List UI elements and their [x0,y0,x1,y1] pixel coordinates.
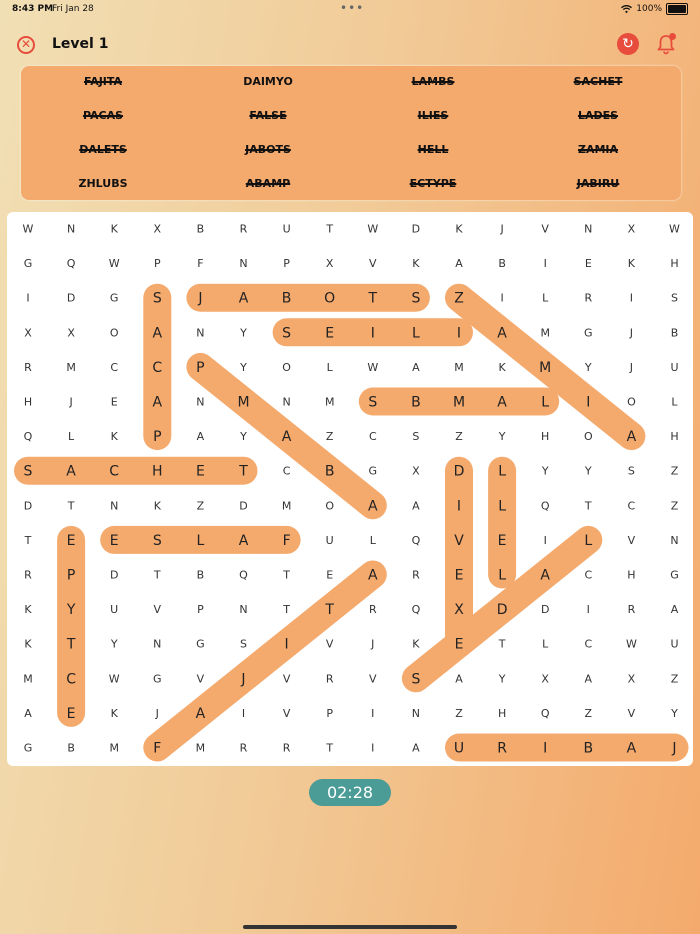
grid-cell[interactable]: M [195,741,206,755]
grid-cell[interactable]: E [454,567,464,584]
grid-cell[interactable]: S [23,463,33,480]
grid-cell[interactable]: O [282,360,291,374]
grid-cell[interactable]: Y [584,360,592,374]
grid-cell[interactable]: R [368,603,377,617]
grid-cell[interactable]: Y [541,464,549,478]
grid-cell[interactable]: I [370,325,375,342]
status-right [621,3,688,15]
grid-cell[interactable]: N [196,395,205,409]
grid-cell[interactable]: E [454,636,464,653]
grid-cell[interactable]: T [66,636,76,653]
grid-cell[interactable]: D [453,463,465,480]
grid-cell[interactable]: I [500,291,504,305]
grid-cell[interactable]: R [412,568,420,582]
grid-cell[interactable]: P [196,359,205,376]
grid-cell[interactable]: V [541,222,549,236]
grid-cell[interactable]: V [627,533,636,547]
grid-cell[interactable]: I [26,291,30,305]
grid-cell[interactable]: E [325,325,335,342]
grid-cell[interactable]: B [411,394,421,411]
grid-cell[interactable]: I [543,257,547,271]
page-title: Level 1 [52,36,109,52]
grid-cell[interactable]: Q [540,706,550,720]
grid-cell[interactable]: A [670,603,679,617]
grid-cell[interactable]: A [412,360,420,374]
word-item: ECTYPE [409,177,457,190]
grid-cell[interactable]: D [496,602,508,619]
grid-cell[interactable]: B [670,326,679,340]
grid-cell[interactable]: O [627,395,636,409]
grid-cell[interactable]: Y [240,326,247,340]
grid-cell[interactable]: C [109,463,120,480]
grid-cell[interactable]: O [583,430,593,444]
grid-cell[interactable]: X [67,326,75,340]
grid-cell[interactable]: Y [584,464,592,478]
grid-cell[interactable]: E [326,568,334,582]
grid-cell[interactable]: L [584,532,593,549]
grid-cell[interactable]: G [196,637,205,651]
grid-cell[interactable]: A [626,429,637,446]
grid-cell[interactable]: R [24,568,32,582]
grid-cell[interactable]: M [324,395,335,409]
grid-cell[interactable]: Z [670,464,679,478]
grid-cell[interactable]: T [326,222,334,236]
grid-cell[interactable]: N [153,637,162,651]
grid-cell[interactable]: A [497,394,507,411]
word-item: PACAS [82,109,124,122]
grid-cell[interactable]: O [324,290,336,307]
grid-cell[interactable]: F [197,257,204,271]
grid-cell[interactable]: Q [540,499,550,513]
grid-cell[interactable]: B [583,740,594,757]
grid-cell[interactable]: N [411,706,421,720]
grid-cell[interactable]: A [281,429,292,446]
grid-cell[interactable]: A [196,430,205,444]
grid-cell[interactable]: M [281,499,292,513]
grid-cell[interactable]: M [539,359,552,376]
grid-cell[interactable]: A [238,290,249,307]
grid-cell[interactable]: G [109,291,119,305]
grid-cell[interactable]: S [368,394,378,411]
grid-cell[interactable]: K [627,257,636,271]
grid-cell[interactable]: S [282,325,292,342]
grid-cell[interactable]: I [543,533,547,547]
grid-cell[interactable]: R [627,603,636,617]
found-word-highlight [157,575,375,748]
notification-badge [669,33,676,40]
grid-cell[interactable]: Y [240,360,247,374]
grid-cell[interactable]: H [23,395,33,409]
grid-cell[interactable]: C [66,671,76,688]
grid-cell[interactable]: G [153,672,162,686]
battery-percent: 100% [636,4,662,14]
grid-cell[interactable]: Q [23,430,33,444]
grid-cell[interactable]: S [411,671,421,688]
grid-cell[interactable]: N [239,257,248,271]
close-button[interactable]: ✕ [17,36,35,54]
grid-cell[interactable]: K [455,222,463,236]
grid-cell[interactable]: B [324,463,335,480]
grid-cell[interactable]: Y [498,430,506,444]
grid-cell[interactable]: A [412,499,420,513]
grid-cell[interactable]: Q [66,257,76,271]
grid-cell[interactable]: I [371,706,375,720]
grid-cell[interactable]: W [625,637,637,651]
grid-cell[interactable]: E [66,532,76,549]
grid-cell[interactable]: R [24,360,32,374]
grid-cell[interactable]: I [456,325,462,342]
grid-cell[interactable]: U [325,533,334,547]
grid-cell[interactable]: I [586,394,591,411]
grid-cell[interactable]: K [24,603,32,617]
grid-cell[interactable]: L [542,291,549,305]
status-time: 8:43 PM [12,4,54,14]
grid-cell[interactable]: B [196,222,205,236]
grid-cell[interactable]: Y [671,706,678,720]
grid-canvas[interactable] [7,212,693,766]
grid-cell[interactable]: I [241,706,246,720]
grid-cell[interactable]: W [108,257,120,271]
grid-cell[interactable]: Q [411,533,421,547]
grid-cell[interactable]: C [368,430,377,444]
grid-cell[interactable]: V [454,532,464,549]
grid-cell[interactable]: J [69,395,73,409]
timer: 02:28 [309,779,391,806]
grid-cell[interactable]: G [368,464,378,478]
multitasking-dots-icon[interactable]: ••• [340,1,365,15]
grid-cell[interactable]: N [670,533,679,547]
grid-cell[interactable]: U [670,360,679,374]
grid-cell[interactable]: W [22,222,34,236]
grid-cell[interactable]: G [584,326,593,340]
grid-cell[interactable]: A [238,532,249,549]
grid-cell[interactable]: M [237,394,250,411]
grid-cell[interactable]: V [369,257,377,271]
grid-cell[interactable]: Y [66,602,76,619]
grid-cell[interactable]: H [497,706,507,720]
grid-cell[interactable]: E [66,705,76,722]
grid-cell[interactable]: A [584,672,593,686]
status-bar [0,0,700,18]
grid-cell[interactable]: Z [455,430,463,444]
grid-cell[interactable]: X [627,222,636,236]
grid-cell[interactable]: B [67,741,75,755]
grid-cell[interactable]: E [195,463,205,480]
word-item: LAMBS [411,75,455,88]
grid-cell[interactable]: A [455,672,463,686]
grid-cell[interactable]: T [325,602,334,619]
grid-cell[interactable]: K [110,706,118,720]
grid-cell[interactable]: P [283,257,290,271]
grid-cell[interactable]: A [152,394,163,411]
grid-cell[interactable]: I [586,603,590,617]
grid-cell[interactable]: T [239,463,248,480]
battery-icon [666,3,688,15]
grid-cell[interactable]: T [283,568,290,582]
grid-cell[interactable]: X [412,464,420,478]
grid-cell[interactable]: U [282,222,291,236]
grid-cell[interactable]: L [68,430,75,444]
word-item: FALSE [249,109,287,122]
grid-cell[interactable]: E [584,257,592,271]
grid-cell[interactable]: Z [325,430,334,444]
grid-cell[interactable]: M [452,394,466,411]
grid-cell[interactable]: A [412,741,420,755]
word-item: DAIMYO [243,75,293,88]
grid-cell[interactable]: W [367,360,379,374]
grid-cell[interactable]: T [498,637,506,651]
word-item: DALETS [79,143,127,156]
grid-cell[interactable]: L [498,567,507,584]
grid-cell[interactable]: L [498,498,507,515]
grid-cell[interactable]: X [325,257,334,271]
grid-cell[interactable]: C [627,499,636,513]
grid-cell[interactable]: M [66,360,76,374]
grid-cell[interactable]: I [629,291,634,305]
grid-cell[interactable]: Z [670,672,679,686]
grid-cell[interactable]: R [497,740,507,757]
grid-cell[interactable]: Q [411,603,421,617]
refresh-button[interactable]: ↻ [617,33,639,55]
grid-cell[interactable]: A [152,325,163,342]
grid-cell[interactable]: H [670,257,679,271]
grid-cell[interactable]: D [23,499,33,513]
grid-cell[interactable]: S [671,291,678,305]
grid-cell[interactable]: T [24,533,32,547]
grid-cell[interactable]: D [239,499,248,513]
grid-cell[interactable]: C [152,359,163,376]
grid-cell[interactable]: L [411,325,420,342]
grid-cell[interactable]: Z [584,706,593,720]
grid-cell[interactable]: A [540,567,550,584]
grid-cell[interactable]: V [153,603,162,617]
word-item: JABIRU [576,177,620,190]
grid-cell[interactable]: W [367,222,379,236]
grid-cell[interactable]: C [282,464,291,478]
grid-cell[interactable]: B [281,290,292,307]
grid-cell[interactable]: C [110,360,119,374]
grid-cell[interactable]: V [627,706,636,720]
grid-cell[interactable]: H [541,430,550,444]
grid-cell[interactable]: L [326,360,333,374]
grid-cell[interactable]: C [584,637,593,651]
grid-cell[interactable]: N [196,326,205,340]
word-item: JABOTS [245,143,291,156]
word-item: ZHLUBS [78,177,128,190]
wifi-icon [621,5,632,13]
grid-cell[interactable]: V [282,672,291,686]
status-date: Fri Jan 28 [52,4,94,14]
grid-cell[interactable]: Z [670,499,679,513]
grid-cell[interactable]: N [282,395,291,409]
word-item: ZAMIA [577,143,619,156]
word-item: FAJITA [83,75,123,88]
grid-cell[interactable]: X [627,672,636,686]
grid-cell[interactable]: T [368,290,378,307]
grid-cell[interactable]: Z [455,706,463,720]
grid-cell[interactable]: A [66,463,76,480]
grid-cell[interactable]: G [23,741,33,755]
grid-cell[interactable]: K [153,499,161,513]
grid-cell[interactable]: J [241,671,246,688]
grid-cell[interactable]: S [627,464,635,478]
grid-cell[interactable]: T [283,603,290,617]
grid-cell[interactable]: S [152,532,162,549]
letter-grid[interactable] [7,212,693,766]
grid-cell[interactable]: F [153,740,162,757]
grid-cell[interactable]: D [109,568,119,582]
grid-cell[interactable]: E [110,395,118,409]
grid-cell[interactable]: K [412,637,420,651]
grid-cell[interactable]: L [196,532,205,549]
grid-cell[interactable]: E [109,532,119,549]
grid-cell[interactable]: I [371,741,375,755]
grid-cell[interactable]: W [669,222,680,236]
grid-cell[interactable]: P [197,603,204,617]
grid-cell[interactable]: S [240,637,247,651]
grid-cell[interactable]: K [498,360,506,374]
grid-cell[interactable]: A [368,567,378,584]
word-item: SACHET [573,75,623,88]
grid-cell[interactable]: J [500,222,504,236]
home-indicator[interactable] [243,925,457,929]
grid-cell[interactable]: B [196,568,205,582]
grid-cell[interactable]: V [282,706,291,720]
grid-cell[interactable]: V [196,672,205,686]
grid-cell[interactable]: J [371,637,375,651]
grid-cell[interactable]: Y [240,430,247,444]
grid-cell[interactable]: X [541,672,549,686]
grid-cell[interactable]: R [282,741,291,755]
grid-cell[interactable]: T [153,568,161,582]
grid-cell[interactable]: M [454,360,464,374]
grid-cell[interactable]: D [540,603,550,617]
grid-cell[interactable]: Y [498,672,506,686]
grid-cell[interactable]: X [24,326,32,340]
grid-cell[interactable]: X [454,602,464,619]
grid-cell[interactable]: A [455,257,463,271]
grid-cell[interactable]: L [369,533,376,547]
grid-cell[interactable]: M [23,672,33,686]
grid-cell[interactable]: A [497,325,507,342]
grid-cell[interactable]: C [584,568,593,582]
grid-cell[interactable]: D [411,222,421,236]
word-list [21,66,681,200]
grid-cell[interactable]: H [670,430,679,444]
grid-cell[interactable]: G [670,568,679,582]
grid-cell[interactable]: H [627,568,636,582]
grid-cell[interactable]: J [672,740,677,757]
grid-cell[interactable]: J [155,706,159,720]
grid-cell[interactable]: H [152,463,163,480]
grid-cell[interactable]: R [239,222,248,236]
grid-cell[interactable]: I [456,498,462,515]
grid-cell[interactable]: M [109,741,119,755]
grid-cell[interactable]: V [325,637,334,651]
grid-cell[interactable]: A [195,705,206,722]
grid-cell[interactable]: N [239,603,248,617]
grid-cell[interactable]: P [66,567,76,584]
grid-cell[interactable]: Q [239,568,248,582]
grid-cell[interactable]: O [109,326,119,340]
grid-cell[interactable]: R [325,672,334,686]
grid-cell[interactable]: L [541,394,550,411]
grid-cell[interactable]: T [67,499,75,513]
grid-cell[interactable]: R [239,741,248,755]
grid-cell[interactable]: K [110,430,118,444]
grid-cell[interactable]: P [153,429,162,446]
grid-cell[interactable]: L [671,395,678,409]
grid-cell[interactable]: D [66,291,76,305]
grid-cell[interactable]: V [369,672,377,686]
word-item: LADES [577,109,619,122]
grid-cell[interactable]: A [368,498,378,515]
grid-cell[interactable]: J [629,360,634,374]
grid-cell[interactable]: I [284,636,289,653]
grid-cell[interactable]: J [198,290,203,307]
grid-cell[interactable]: U [110,603,119,617]
grid-cell[interactable]: Z [196,499,205,513]
grid-cell[interactable]: U [670,637,679,651]
grid-cell[interactable]: R [584,291,593,305]
grid-cell[interactable]: P [326,706,334,720]
grid-cell[interactable]: N [110,499,119,513]
grid-cell[interactable]: K [110,222,118,236]
grid-cell[interactable]: T [584,499,592,513]
grid-cell[interactable]: M [540,326,550,340]
grid-cell[interactable]: G [23,257,33,271]
grid-cell[interactable]: A [24,706,32,720]
grid-cell[interactable]: O [325,499,335,513]
grid-cell[interactable]: N [66,222,76,236]
grid-cell[interactable]: N [584,222,593,236]
grid-cell[interactable]: X [153,222,162,236]
grid-cell[interactable]: S [152,290,162,307]
grid-cell[interactable]: F [282,532,291,549]
grid-cell[interactable]: L [542,637,549,651]
grid-cell[interactable]: J [629,326,634,340]
word-item: HELL [417,143,449,156]
grid-cell[interactable]: Y [110,637,118,651]
grid-cell[interactable]: S [412,430,420,444]
grid-cell[interactable]: E [497,532,507,549]
grid-cell[interactable]: S [411,290,421,307]
grid-cell[interactable]: T [326,741,334,755]
grid-cell[interactable]: B [498,257,506,271]
grid-cell[interactable]: K [412,257,420,271]
grid-cell[interactable]: W [108,672,120,686]
grid-cell[interactable]: L [498,463,507,480]
grid-cell[interactable]: I [543,740,548,757]
grid-cell[interactable]: U [453,740,465,757]
grid-cell[interactable]: K [24,637,32,651]
grid-cell[interactable]: A [626,740,637,757]
grid-cell[interactable]: Z [454,290,464,307]
word-item: ABAMP [245,177,291,190]
word-item: ILIES [417,109,449,122]
grid-cell[interactable]: P [153,257,161,271]
